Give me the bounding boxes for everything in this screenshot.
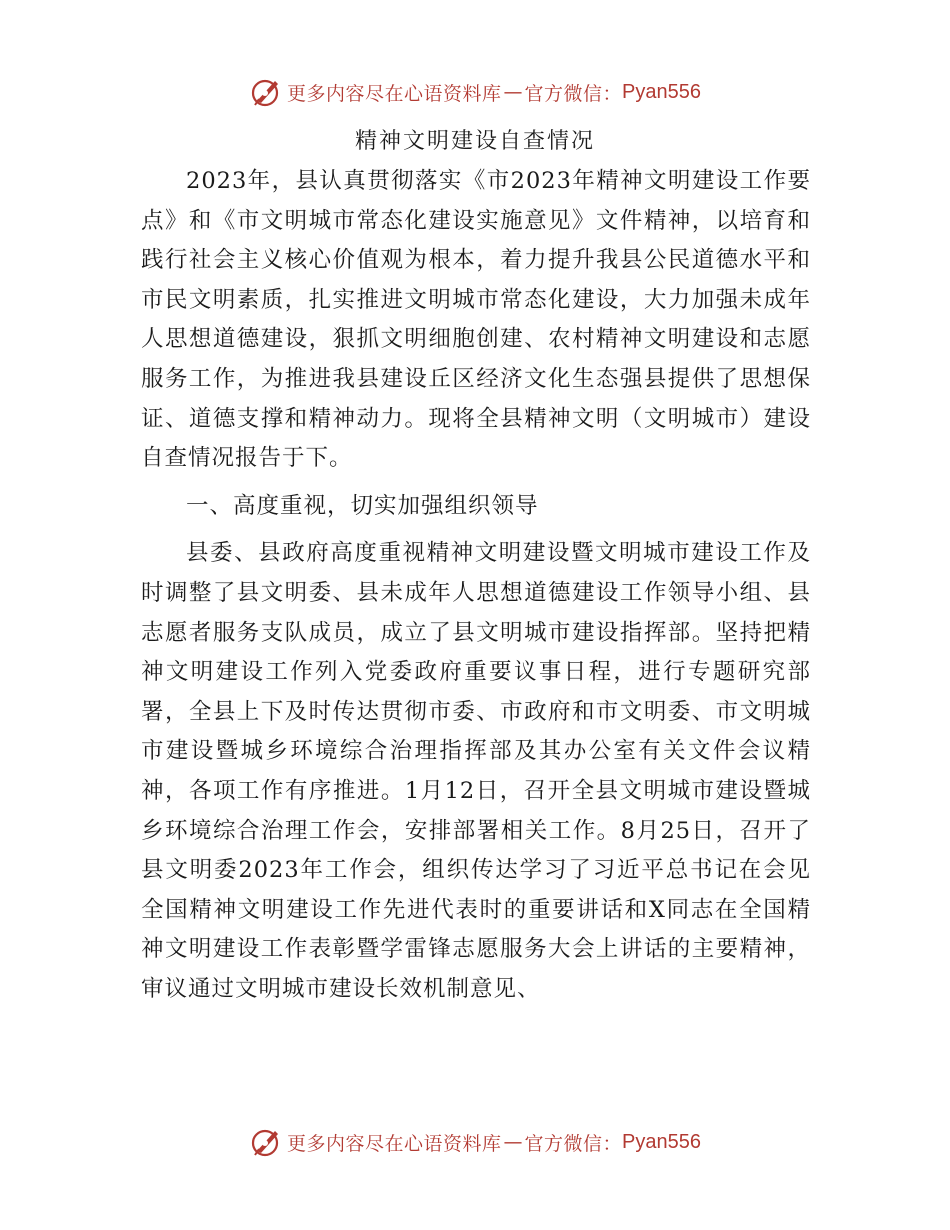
header-watermark [0, 72, 950, 112]
document-body [141, 162, 811, 1009]
watermark-text: 更多内容尽在心语资料库 [287, 82, 502, 105]
watermark-text: 更多内容尽在心语资料库 [287, 1132, 502, 1155]
document-title: 精神文明建设自查情况 [354, 129, 595, 154]
watermark-separator: — [503, 1131, 523, 1153]
watermark-wechat-id: Pyan556 [622, 1130, 701, 1153]
footer-watermark [0, 1122, 950, 1162]
watermark-label: 官方微信： [524, 82, 623, 105]
watermark-wechat-id: Pyan556 [622, 80, 701, 103]
watermark-label: 官方微信： [524, 1132, 623, 1155]
paragraph-section-1: 县委、县政府高度重视精神文明建设暨文明城市建设工作及时调整了县文明委、县未成年人思想道德建设工作领导小组、县志愿者服务支队成员，成立了县文明城市建设指挥部。坚持把精神文明建设工作列入党委政府重要议事日程，进行专题研究部署，全县上下及时传达贯彻市委、市政府和市文明委、市文明城市建设暨城乡环境综合治理指挥部及其办公室有关文件会议精神，各项工作有序推进。1月12日，召开全县文明城市建设暨城乡环境综合治理工作会，安排部署相关工作。8月25日，召开了县文明委2023年工作会，组织传达学习了习近平总书记在会见全国精神文明建设工作先进代表时的重要讲话和X同志在全国精神文明建设工作表彰暨学雷锋志愿服务大会上讲话的主要精神，审议通过文明城市建设长效机制意见、 [141, 540, 811, 1002]
section-heading-1: 一、高度重视，切实加强组织领导 [186, 492, 539, 519]
paragraph-intro: 2023年，县认真贯彻落实《市2023年精神文明建设工作要点》和《市文明城市常态化建设实施意见》文件精神，以培育和践行社会主义核心价值观为根本，着力提升我县公民道德水平和市民文明素质，扎实推进文明城市常态化建设，大力加强未成年人思想道德建设，狠抓文明细胞创建、农村精神文明建设和志愿服务工作，为推进我县建设丘区经济文化生态强县提供了思想保证、道德支撑和精神动力。现将全县精神文明（文明城市）建设自查情况报告于下。 [141, 168, 811, 472]
watermark-separator: — [503, 81, 523, 103]
quill-logo-icon [249, 1125, 283, 1159]
quill-logo-icon [249, 75, 283, 109]
